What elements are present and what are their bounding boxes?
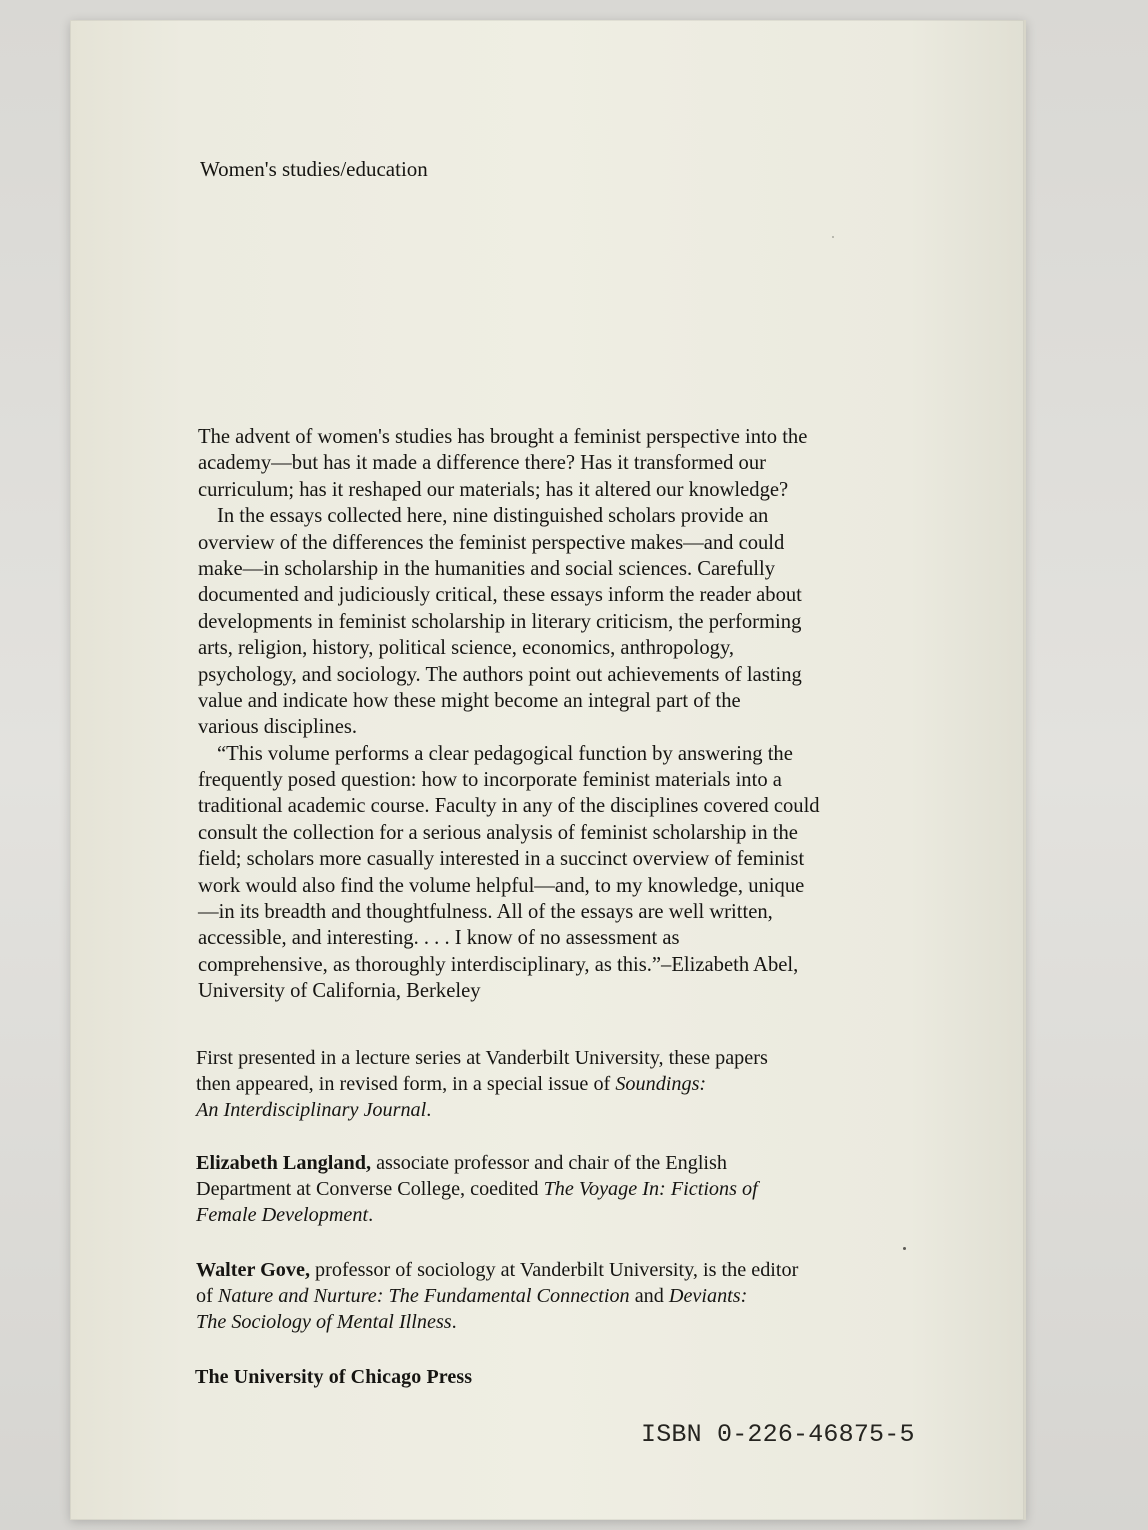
author-bio-gove: [196, 1257, 798, 1335]
author-bio-line: [196, 1283, 798, 1309]
book-title: Deviants:: [668, 1285, 748, 1307]
book-title: Female Development: [196, 1204, 369, 1226]
author-bio-line: [196, 1150, 758, 1176]
review-quote-line: accessible, and interesting. . . . I know of no assessment as: [198, 927, 680, 950]
description-line: overview of the differences the feminist perspective makes—and could: [198, 531, 785, 554]
review-quote-line: field; scholars more casually interested in a succinct overview of feminist: [198, 848, 805, 871]
author-bio-text: of: [196, 1285, 218, 1307]
description-line: curriculum; has it reshaped our materials; has it altered our knowledge?: [198, 478, 789, 501]
author-bio-text: associate professor and chair of the English: [371, 1152, 727, 1174]
publication-note: [196, 1045, 768, 1123]
paper-speck: [832, 236, 834, 238]
publisher-name: The University of Chicago Press: [195, 1366, 473, 1388]
author-bio-text: professor of sociology at Vanderbilt University, is the editor: [310, 1259, 799, 1281]
review-quote-line: comprehensive, as thoroughly interdisciplinary, as this.”–Elizabeth Abel,: [198, 953, 799, 976]
punctuation: .: [368, 1204, 374, 1226]
book-back-cover: [70, 20, 1026, 1520]
isbn-number: ISBN 0-226-46875-5: [641, 1420, 915, 1449]
author-bio-line: [196, 1257, 798, 1283]
author-bio-line: [196, 1176, 758, 1202]
punctuation: .: [426, 1099, 432, 1121]
punctuation: .: [451, 1311, 457, 1333]
author-bio-text: and: [629, 1285, 669, 1307]
author-name: Walter Gove,: [196, 1259, 310, 1281]
author-bio-line: [196, 1202, 758, 1228]
description-line: value and indicate how these might become an integral part of the: [198, 689, 741, 712]
publication-note-text: then appeared, in revised form, in a special issue of: [196, 1073, 616, 1095]
description-line: The advent of women's studies has brought a feminist perspective into the: [198, 426, 808, 448]
description-line: In the essays collected here, nine distinguished scholars provide an: [217, 505, 769, 528]
description-block: [198, 424, 918, 1005]
category-label: Women's studies/education: [200, 157, 428, 181]
book-title: The Sociology of Mental Illness: [196, 1311, 452, 1333]
review-quote-line: University of California, Berkeley: [198, 980, 481, 1003]
author-bio-text: Department at Converse College, coedited: [196, 1178, 544, 1200]
review-quote-line: frequently posed question: how to incorporate feminist materials into a: [198, 769, 782, 792]
description-line: make—in scholarship in the humanities and social sciences. Carefully: [198, 557, 776, 580]
review-quote-line: work would also find the volume helpful—and, to my knowledge, unique: [198, 874, 805, 897]
review-quote-line: consult the collection for a serious analysis of feminist scholarship in the: [198, 821, 798, 844]
description-line: developments in feminist scholarship in literary criticism, the performing: [198, 610, 802, 633]
author-bio-line: [196, 1309, 798, 1335]
description-line: documented and judiciously critical, these essays inform the reader about: [198, 584, 802, 607]
journal-title: Soundings:: [615, 1073, 707, 1095]
publication-note-line: First presented in a lecture series at Vanderbilt University, these papers: [196, 1047, 768, 1069]
review-quote-line: “This volume performs a clear pedagogical function by answering the: [217, 742, 793, 765]
description-line: various disciplines.: [198, 716, 358, 739]
description-line: arts, religion, history, political science, economics, anthropology,: [198, 637, 735, 660]
review-quote-line: traditional academic course. Faculty in any of the disciplines covered could: [198, 795, 820, 818]
publication-note-line: [196, 1097, 768, 1123]
book-title: Nature and Nurture: The Fundamental Connection: [217, 1285, 630, 1307]
publication-note-line: [196, 1071, 768, 1097]
journal-title: An Interdisciplinary Journal: [196, 1099, 427, 1121]
book-title: The Voyage In: Fictions of: [543, 1178, 758, 1200]
paper-speck: [903, 1247, 906, 1250]
review-quote-line: —in its breadth and thoughtfulness. All of the essays are well written,: [198, 901, 773, 924]
author-name: Elizabeth Langland,: [196, 1152, 372, 1174]
author-bio-langland: [196, 1150, 758, 1228]
description-line: psychology, and sociology. The authors point out achievements of lasting: [198, 663, 802, 686]
description-line: academy—but has it made a difference there? Has it transformed our: [198, 452, 766, 475]
